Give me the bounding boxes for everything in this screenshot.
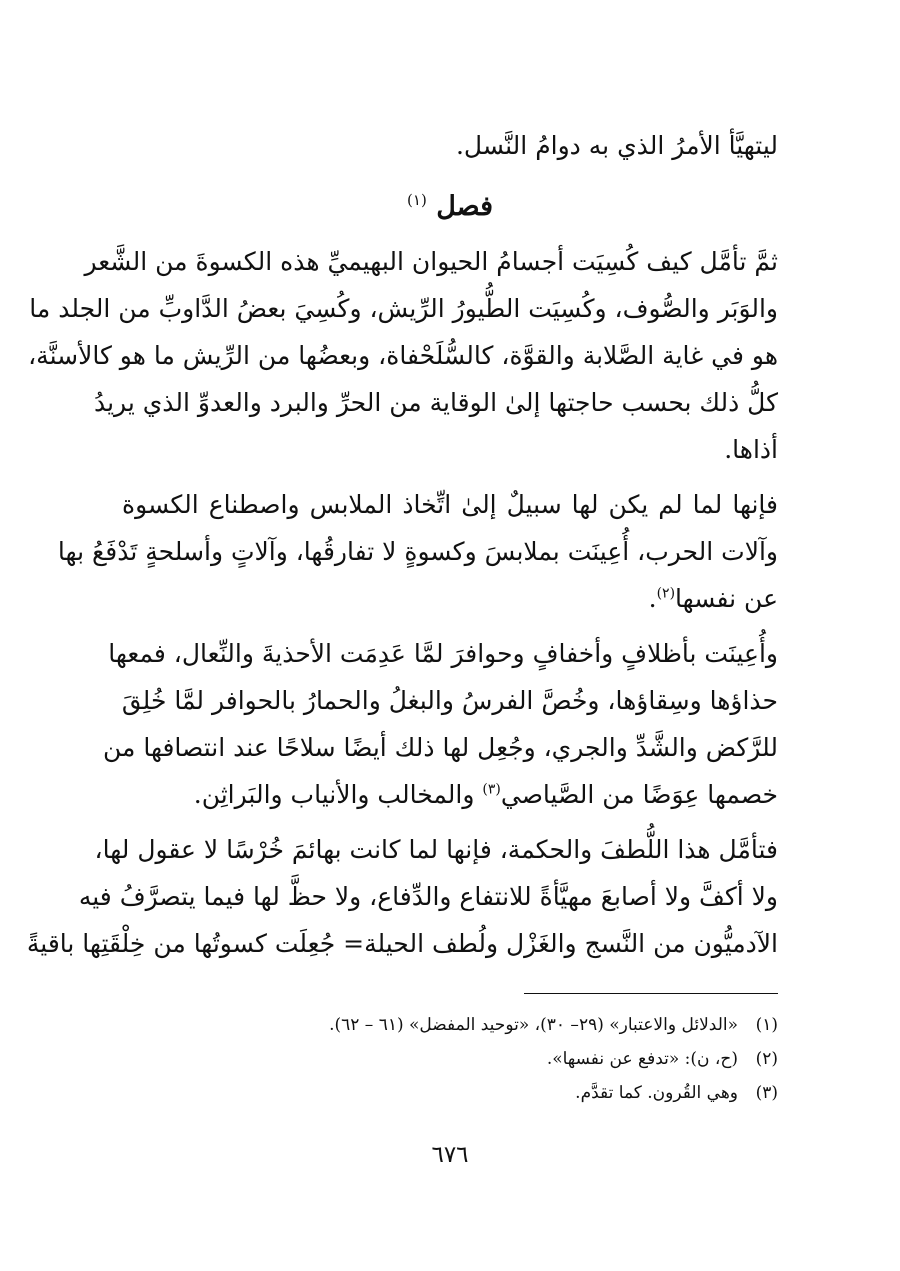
paragraph-1-line: هو في غاية الصَّلابة والقوَّة، كالسُّلَحْفاة، وبعضُها من الرِّيش ما هو كالأسنَّة، bbox=[28, 341, 778, 370]
footnote-text: (ح، ن): «تدفع عن نفسها». bbox=[546, 1049, 738, 1069]
paragraph-1 bbox=[28, 238, 778, 473]
paragraph-4-line: فتأمَّل هذا اللُّطفَ والحكمة، فإنها لما كانت بهائمَ خُرْسًا لا عقول لها، bbox=[94, 835, 778, 864]
paragraph-2 bbox=[57, 481, 778, 622]
footnote-ref-3: (٣) bbox=[482, 781, 501, 798]
opening-line: ليتهيَّأ الأمرُ الذي به دوامُ النَّسل. bbox=[455, 131, 778, 160]
paragraph-2-last-text: عن نفسها bbox=[675, 584, 778, 613]
footnote-text: «الدلائل والاعتبار» (٢٩– ٣٠)، «توحيد المفضل» (٦١ – ٦٢). bbox=[329, 1015, 738, 1035]
paragraph-3 bbox=[102, 630, 778, 818]
paragraph-1-line: كلُّ ذلك بحسب حاجتها إلىٰ الوقاية من الحرِّ والبرد والعدوِّ الذي يريدُ bbox=[93, 388, 778, 417]
paragraph-1-line: ثمَّ تأمَّل كيف كُسِيَت أجسامُ الحيوان البهيميِّ هذه الكسوةَ من الشَّعر bbox=[84, 247, 778, 276]
section-heading-footnote-ref: (١) bbox=[407, 191, 427, 209]
paragraph-3-last-text-before: خصمها عِوَضًا من الصَّياصي bbox=[500, 780, 778, 809]
footnotes bbox=[122, 1008, 778, 1110]
paragraph-3-line: للرَّكض والشَّدِّ والجري، وجُعِل لها ذلك أيضًا سلاحًا عند انتصافها من bbox=[102, 733, 778, 762]
footnote-ref-2: (٢) bbox=[656, 585, 676, 602]
footnote-divider bbox=[524, 993, 778, 994]
paragraph-4-line: ولا أكفَّ ولا أصابعَ مهيَّأةً للانتفاع والدِّفاع، ولا حظَّ لها فيما يتصرَّفُ فيه bbox=[78, 882, 778, 911]
footnote-number: (٢) bbox=[755, 1049, 778, 1069]
paragraph-1-line: والوَبَر والصُّوف، وكُسِيَت الطُّيورُ الرِّيش، وكُسِيَ بعضُ الدَّاوبِّ من الجلد ما bbox=[29, 294, 778, 323]
paragraph-4 bbox=[26, 826, 778, 967]
main-text bbox=[26, 122, 778, 967]
section-heading-title: فصل bbox=[436, 191, 493, 222]
paragraph-3-line: حذاؤها وسِقاؤها، وخُصَّ الفرسُ والبغلُ والحمارُ بالحوافر لمَّا خُلِقَ bbox=[121, 686, 778, 715]
paragraph-3-last-line bbox=[122, 771, 778, 818]
page-number: ٦٧٦ bbox=[431, 1142, 469, 1168]
footnote-number: (١) bbox=[755, 1015, 778, 1035]
footnote-item bbox=[122, 1076, 778, 1110]
paragraph-2-line: وآلات الحرب، أُعِينَت بملابسَ وكسوةٍ لا تفارقُها، وآلاتٍ وأسلحةٍ تَدْفَعُ بها bbox=[57, 537, 778, 566]
paragraph-2-line: فإنها لما لم يكن لها سبيلٌ إلىٰ اتِّخاذ الملابس واصطناع الكسوة bbox=[122, 490, 778, 519]
paragraph-3-line: وأُعِينَت بأظلافٍ وأخفافٍ وحوافرَ لمَّا عَدِمَت الأحذيةَ والنِّعال، فمعها bbox=[108, 639, 778, 668]
paragraph-2-last-line: عن نفسها$^{(٢)}$. bbox=[648, 584, 778, 613]
paragraph-3-last-text-after: والمخالب والأنياب والبَراثِن. bbox=[193, 780, 483, 809]
paragraph-4-line: الآدميُّون من النَّسج والغَزْل ولُطف الحيلة= جُعِلَت كسوتُها من خِلْقَتِها باقيةً bbox=[26, 929, 778, 958]
footnote-number: (٣) bbox=[755, 1083, 778, 1103]
footnote-text: وهي القُرون. كما تقدَّم. bbox=[575, 1083, 738, 1103]
footnote-item bbox=[122, 1042, 778, 1076]
footnote-item bbox=[122, 1008, 778, 1042]
section-heading bbox=[122, 177, 778, 230]
paragraph-1-line: أذاها. bbox=[724, 435, 778, 464]
